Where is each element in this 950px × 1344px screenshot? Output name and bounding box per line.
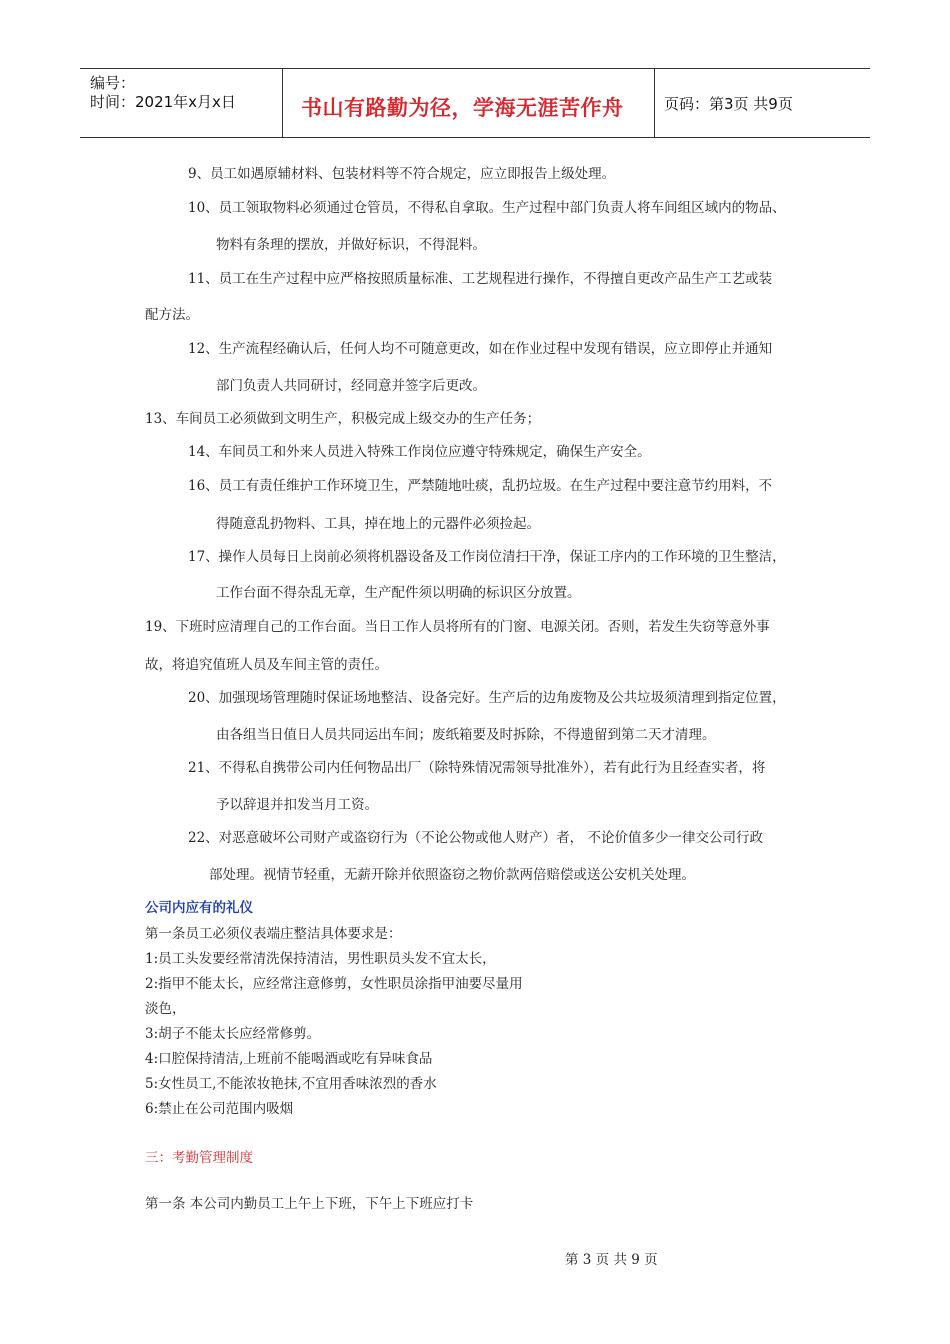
etiquette-line: 4:口腔保持清洁,上班前不能喝酒或吃有异味食品 (145, 1051, 433, 1067)
header-divider (282, 69, 283, 137)
etiquette-line: 3:胡子不能太长应经常修剪。 (145, 1026, 321, 1042)
rule-19-line1: 19、下班时应清理自己的工作台面。当日工作人员将所有的门窗、电源关闭。否则，若发生失窃等意外事 (145, 619, 770, 635)
document-number-label: 编号： (90, 74, 136, 92)
rule-14: 14、车间员工和外来人员进入特殊工作岗位应遵守特殊规定，确保生产安全。 (188, 444, 651, 460)
header-motto: 书山有路勤为径，学海无涯苦作舟 (301, 96, 624, 120)
etiquette-line: 6:禁止在公司范围内吸烟 (145, 1101, 294, 1117)
etiquette-line: 淡色， (145, 1001, 186, 1017)
rule-20-line1: 20、加强现场管理随时保证场地整洁、设备完好。生产后的边角废物及公共垃圾须清理到指定位置， (188, 690, 786, 706)
rule-17-line2: 工作台面不得杂乱无章，生产配件须以明确的标识区分放置。 (216, 585, 581, 601)
header-page-code: 页码：第3页 共9页 (664, 95, 793, 113)
rule-21-line2: 予以辞退并扣发当月工资。 (216, 797, 378, 813)
etiquette-line: 5:女性员工,不能浓妆艳抹,不宜用香味浓烈的香水 (145, 1076, 437, 1092)
etiquette-heading: 公司内应有的礼仪 (145, 900, 253, 916)
etiquette-line: 第一条员工必须仪表端庄整洁具体要求是： (145, 926, 402, 942)
rule-11-line1: 11、员工在生产过程中应严格按照质量标准、工艺规程进行操作，不得擅自更改产品生产工艺或装 (188, 271, 773, 287)
rule-19-line2: 故，将追究值班人员及车间主管的责任。 (145, 657, 388, 673)
header-table (80, 68, 870, 138)
rule-10-line2: 物料有条理的摆放，并做好标识，不得混料。 (216, 237, 486, 253)
page-footer: 第 3 页 共 9 页 (565, 1252, 658, 1268)
rule-22-line1: 22、对恶意破坏公司财产或盗窃行为（不论公物或他人财产）者， 不论价值多少一律交公司行政 (188, 830, 763, 846)
etiquette-line: 1:员工头发要经常清洗保持清洁，男性职员头发不宜太长， (145, 951, 496, 967)
etiquette-line: 2:指甲不能太长，应经常注意修剪，女性职员涂指甲油要尽量用 (145, 976, 523, 992)
rule-13: 13、车间员工必须做到文明生产，积极完成上级交办的生产任务； (145, 411, 541, 427)
attendance-heading: 三：考勤管理制度 (145, 1150, 253, 1166)
rule-12-line2: 部门负责人共同研讨，经同意并签字后更改。 (216, 378, 486, 394)
rule-10-line1: 10、员工领取物料必须通过仓管员，不得私自拿取。生产过程中部门负责人将车间组区域内的物品、 (188, 200, 786, 216)
attendance-first-article: 第一条 本公司内勤员工上午上下班，下午上下班应打卡 (145, 1196, 474, 1212)
rule-9: 9、员工如遇原辅材料、包装材料等不符合规定，应立即报告上级处理。 (188, 166, 616, 182)
rule-11-line2: 配方法。 (145, 307, 199, 323)
rule-16-line2: 得随意乱扔物料、工具，掉在地上的元器件必须捡起。 (216, 516, 540, 532)
rule-22-line2: 部处理。视情节轻重，无薪开除并依照盗窃之物价款两倍赔偿或送公安机关处理。 (209, 867, 695, 883)
rule-17-line1: 17、操作人员每日上岗前必须将机器设备及工作岗位清扫干净，保证工序内的工作环境的卫生整洁， (188, 549, 786, 565)
rule-21-line1: 21、不得私自携带公司内任何物品出厂（除特殊情况需领导批准外），若有此行为且经查实者，将 (188, 760, 766, 776)
rule-16-line1: 16、员工有责任维护工作环境卫生，严禁随地吐痰，乱扔垃圾。在生产过程中要注意节约用料，不 (188, 478, 773, 494)
rule-12-line1: 12、生产流程经确认后，任何人均不可随意更改，如在作业过程中发现有错误，应立即停止并通知 (188, 341, 773, 357)
document-time-label: 时间：2021年x月x日 (90, 93, 236, 111)
rule-20-line2: 由各组当日值日人员共同运出车间；废纸箱要及时拆除，不得遗留到第二天才清理。 (216, 727, 716, 743)
header-divider (654, 69, 655, 137)
